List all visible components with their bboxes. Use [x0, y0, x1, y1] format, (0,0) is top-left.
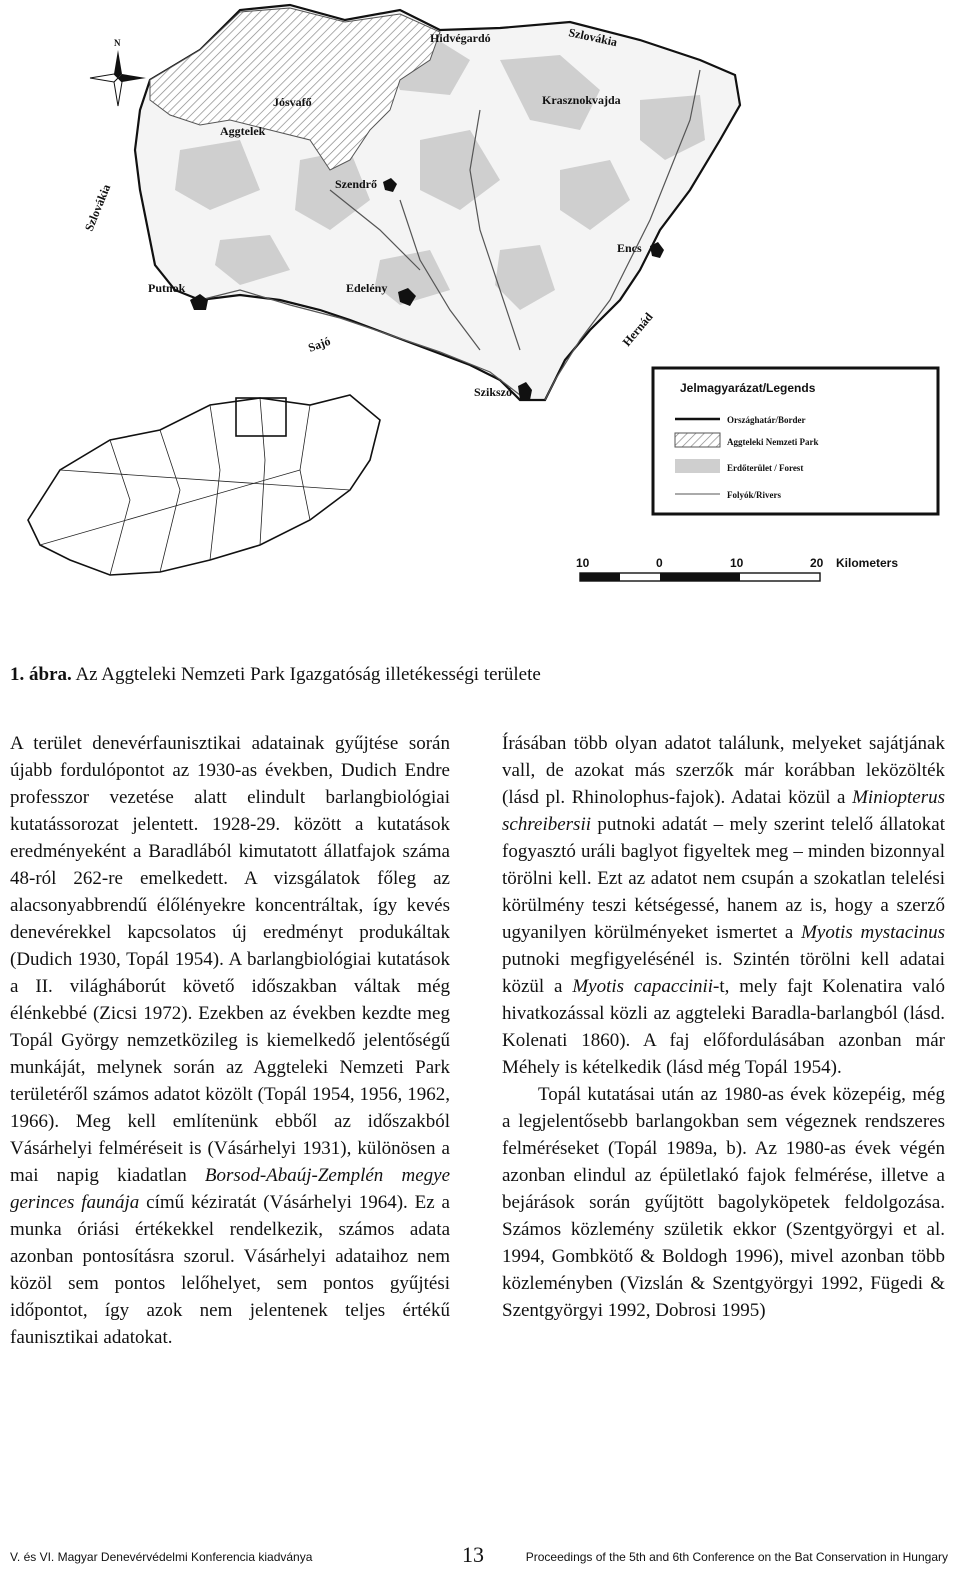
label-putnok: Putnok: [148, 281, 186, 295]
left-column: [10, 730, 450, 1351]
scale-bar: [576, 556, 898, 581]
map-figure: [0, 0, 960, 640]
species-myotis-mystacinus: Myotis mystacinus: [801, 922, 945, 943]
species-myotis-capaccinii: Myotis capaccinii: [572, 976, 714, 997]
label-szendro: Szendrő: [335, 177, 377, 191]
figure-caption-text: Az Aggteleki Nemzeti Park Igazgatóság illetékességi területe: [71, 664, 541, 685]
map-legend: [653, 368, 938, 514]
north-arrow-icon: [90, 38, 146, 106]
left-text-b: című kéziratát (Vásárhelyi 1964). Ez a munka óriási értékekkel rendelkezik, számos adata azonban pontosításra szorul. Vásárhelyi adataihoz nem közöl sem pontos lelőhelyet, sem pontos gyűjtési időpontot, így azok nem jelentenek teljes értékű faunisztikai adatokat.: [10, 1192, 450, 1348]
figure-caption: [10, 662, 950, 688]
legend-item-border: Országhatár/Border: [727, 415, 806, 425]
hungary-inset-map: [28, 395, 380, 575]
scale-tick-2: 0: [656, 556, 663, 570]
label-hernad: Hernád: [619, 309, 656, 349]
label-szikszo: Szikszó: [474, 385, 513, 399]
label-szlovakia-left: Szlovákia: [81, 182, 114, 234]
legend-item-rivers: Folyók/Rivers: [727, 490, 781, 500]
species-miniopterus: Miniopterus schreibersii: [502, 787, 945, 835]
page-footer: [0, 1540, 960, 1586]
right-text-a: Írásában több olyan adatot találunk, melyeket sajátjának vall, de azokat más szerzők már korábban leközölték (lásd pl. Rhinolophus-fajok). Adatai közül a: [502, 733, 945, 808]
left-text-italic: Borsod-Abaúj-Zemplén megye gerinces faunája: [10, 1165, 450, 1213]
map-svg: [0, 0, 960, 640]
scale-tick-4: 20: [810, 556, 824, 570]
label-aggtelek: Aggtelek: [220, 124, 266, 138]
page-number: 13: [462, 1542, 484, 1567]
label-szlovakia-top: Szlovákia: [567, 25, 619, 50]
right-text-c: putnoki megfigyelésénél is. Szintén törölni kell adatai közül a: [502, 949, 945, 997]
right-paragraph-2: Topál kutatásai után az 1980-as évek közepéig, még a legjelentősebb barlangokban sem végeznek rendszeres felméréseket (Topál 1989a, b). Az 1980-as évek végén azonban elindul az épületlakó fajok felmérése, illetve a bejárások során gyűjtött bagolyköpetek feldolgozása. Számos közlemény születik ekkor (Szentgyörgyi et al. 1994, Gombkötő & Boldogh 1996), mivel azonban több közleményben (Vizslán & Szentgyörgyi 1992, Fügedi & Szentgyörgyi 1992, Dobrosi 1995): [502, 1084, 945, 1321]
footer-left: V. és VI. Magyar Denevérvédelmi Konferencia kiadványa: [10, 1550, 313, 1564]
right-column: [502, 730, 945, 1324]
label-josvafo: Jósvafő: [273, 95, 312, 109]
legend-item-park: Aggteleki Nemzeti Park: [727, 437, 819, 447]
right-text-d: -t, mely fajt Kolenatira való hivatkozással közli az aggteleki Baradla-barlangból (lásd. Kolenati 1860). A faj előfordulásában azonban már Méhely is kételkedik (lásd még Topál 1954).: [502, 976, 945, 1078]
label-encs: Encs: [617, 241, 642, 255]
label-hidvegardo: Hidvégardó: [430, 31, 491, 45]
right-text-b: putnoki adatát – mely szerint telelő állatokat fogyasztó uráli baglyot figyeltek meg – minden bizonnyal törölni kell. Ezt az adatot nem csupán a szokatlan telelési körülmény teszi kétségessé, hanem az is, hogy a szerző ugyanilyen körülményeket ismertet a: [502, 814, 945, 943]
scale-tick-3: 10: [730, 556, 744, 570]
label-edeleny: Edelény: [346, 281, 388, 295]
footer-right: Proceedings of the 5th and 6th Conference on the Bat Conservation in Hungary: [525, 1550, 948, 1564]
right-paragraph-1: [502, 730, 945, 1081]
compass-n-label: N: [114, 38, 121, 48]
legend-title: Jelmagyarázat/Legends: [680, 381, 816, 395]
legend-item-forest: Erdőterület / Forest: [727, 463, 804, 473]
left-paragraph: [10, 730, 450, 1351]
label-sajo: Sajó: [306, 333, 333, 355]
left-text-a: A terület denevérfaunisztikai adatainak gyűjtése során újabb fordulópontot az 1930-as években, Dudich Endre professzor vezetése alatt elindult barlangbiológiai kutatássorozat jelentett. 1928-29. között a kutatások eredményeként a Baradlából kimutatott állatfajok száma 48-ról 262-re emelkedett. A vizsgálatok főleg az alacsonyabbrendű élőlényekre koncentráltak, így kevés denevérekkel kapcsolatos új eredményt produkáltak (Dudich 1930, Topál 1954). A barlangbiológiai kutatások a II. világháborút követő időszakban váltak még élénkebbé (Zicsi 1972). Ezekben az években kezdte meg Topál György nemzetközileg is kiemelkedő jelentőségű munkáját, melynek során az Aggteleki Nemzeti Park területéről számos adatot közölt (Topál 1954, 1956, 1962, 1966). Meg kell említenünk ebből az időszakból Vásárhelyi felméréseit is (Vásárhelyi 1931), különösen a mai napig kiadatlan: [10, 733, 450, 1186]
scale-tick-1: 10: [576, 556, 590, 570]
label-krasznokvajda: Krasznokvajda: [542, 93, 621, 107]
figure-number: 1. ábra.: [10, 664, 72, 685]
scale-unit: Kilometers: [836, 556, 899, 570]
